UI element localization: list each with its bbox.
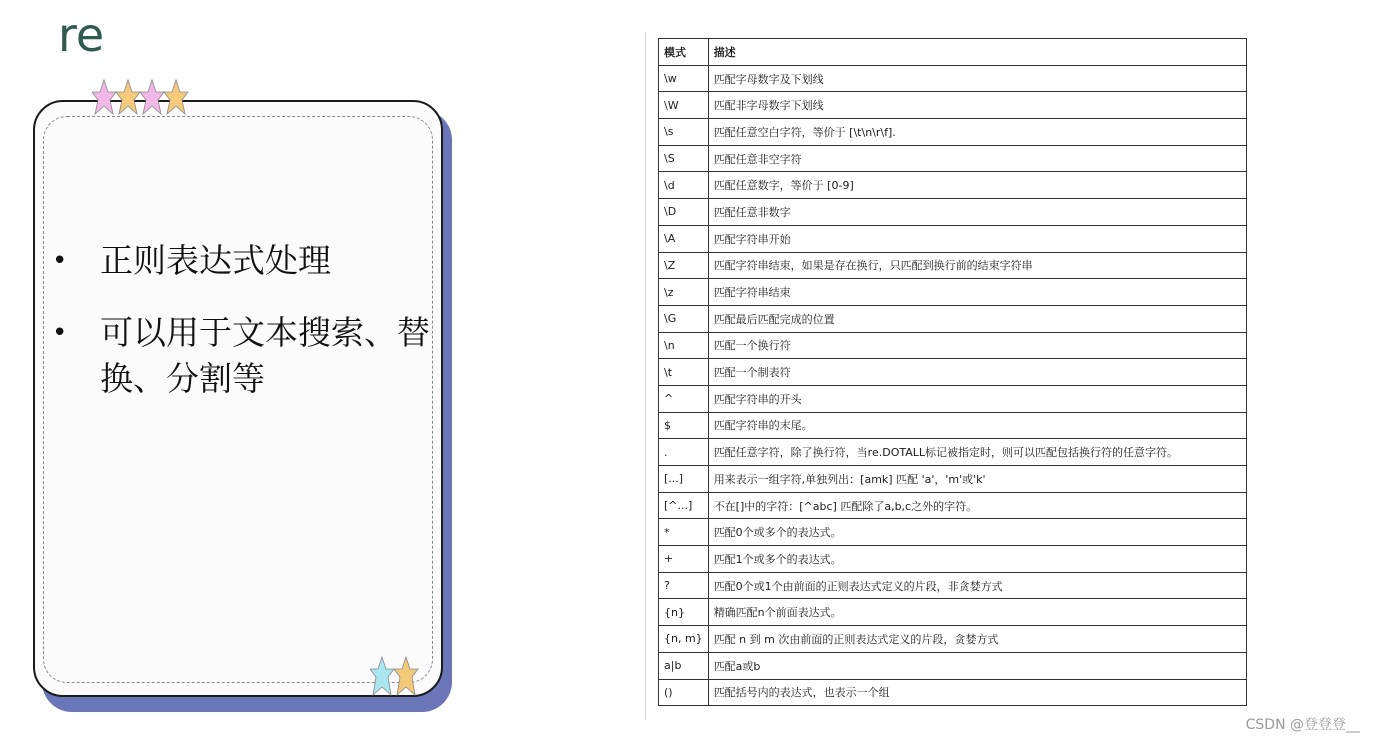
table-row — [659, 225, 1247, 252]
table-row — [659, 119, 1247, 146]
pattern-cell: \D — [659, 199, 709, 226]
table-row — [659, 65, 1247, 92]
description-cell: 匹配非字母数字下划线 — [708, 92, 1246, 119]
description-cell: 匹配一个换行符 — [708, 332, 1246, 359]
pattern-cell: ^ — [659, 385, 709, 412]
description-cell: 匹配任意非空字符 — [708, 145, 1246, 172]
table-row — [659, 332, 1247, 359]
table-row — [659, 305, 1247, 332]
header-pattern: 模式 — [659, 39, 709, 66]
table-row — [659, 279, 1247, 306]
description-cell: 用来表示一组字符,单独列出：[amk] 匹配 'a'，'m'或'k' — [708, 466, 1246, 493]
table-row — [659, 145, 1247, 172]
table-row — [659, 412, 1247, 439]
bullet-list — [52, 238, 432, 428]
description-cell: 匹配括号内的表达式，也表示一个组 — [708, 679, 1246, 706]
pattern-cell: [...] — [659, 466, 709, 493]
pattern-cell: \W — [659, 92, 709, 119]
table-row — [659, 199, 1247, 226]
description-cell: 匹配字符串开始 — [708, 225, 1246, 252]
bullet-text: 正则表达式处理 — [100, 241, 331, 280]
table-row — [659, 519, 1247, 546]
description-cell: 匹配任意非数字 — [708, 199, 1246, 226]
pattern-cell: [^...] — [659, 492, 709, 519]
star-icon — [92, 78, 192, 126]
pattern-cell: a|b — [659, 652, 709, 679]
description-cell: 匹配字符串结束 — [708, 279, 1246, 306]
description-cell: 匹配0个或多个的表达式。 — [708, 519, 1246, 546]
description-cell: 匹配最后匹配完成的位置 — [708, 305, 1246, 332]
table-row — [659, 679, 1247, 706]
description-cell: 匹配字符串结束，如果是存在换行，只匹配到换行前的结束字符串 — [708, 252, 1246, 279]
description-cell: 匹配字母数字及下划线 — [708, 65, 1246, 92]
bullet-dot: • — [52, 246, 68, 276]
bullet-item — [52, 238, 432, 284]
table-row — [659, 466, 1247, 493]
table-row — [659, 439, 1247, 466]
pattern-cell: \d — [659, 172, 709, 199]
table-row — [659, 92, 1247, 119]
description-cell: 匹配字符串的开头 — [708, 385, 1246, 412]
description-cell: 匹配1个或多个的表达式。 — [708, 546, 1246, 573]
pattern-cell: . — [659, 439, 709, 466]
pattern-cell: \n — [659, 332, 709, 359]
slide-title: re — [58, 8, 105, 62]
description-cell: 匹配 n 到 m 次由前面的正则表达式定义的片段，贪婪方式 — [708, 626, 1246, 653]
regex-pattern-table — [658, 38, 1247, 706]
description-cell: 不在[]中的字符：[^abc] 匹配除了a,b,c之外的字符。 — [708, 492, 1246, 519]
table-row — [659, 572, 1247, 599]
table-row — [659, 359, 1247, 386]
description-cell: 匹配a或b — [708, 652, 1246, 679]
pattern-cell: $ — [659, 412, 709, 439]
description-cell: 匹配任意字符，除了换行符，当re.DOTALL标记被指定时，则可以匹配包括换行符的任意字符。 — [708, 439, 1246, 466]
description-cell: 匹配字符串的末尾。 — [708, 412, 1246, 439]
table-row — [659, 546, 1247, 573]
bullet-item — [52, 310, 432, 402]
pattern-cell: \t — [659, 359, 709, 386]
pattern-cell: {n} — [659, 599, 709, 626]
pattern-cell: * — [659, 519, 709, 546]
pattern-cell: \S — [659, 145, 709, 172]
table-row — [659, 626, 1247, 653]
pattern-cell: ? — [659, 572, 709, 599]
pattern-cell: + — [659, 546, 709, 573]
watermark: CSDN @登登登__ — [1245, 717, 1360, 733]
description-cell: 匹配一个制表符 — [708, 359, 1246, 386]
pattern-cell: () — [659, 679, 709, 706]
table-row — [659, 385, 1247, 412]
pattern-cell: \A — [659, 225, 709, 252]
star-icon — [370, 655, 420, 701]
pattern-cell: \G — [659, 305, 709, 332]
pattern-cell: \Z — [659, 252, 709, 279]
description-cell: 精确匹配n个前面表达式。 — [708, 599, 1246, 626]
regex-table-container — [645, 32, 1258, 720]
description-cell: 匹配0个或1个由前面的正则表达式定义的片段，非贪婪方式 — [708, 572, 1246, 599]
pattern-cell: \z — [659, 279, 709, 306]
table-header-row — [659, 39, 1247, 66]
table-row — [659, 492, 1247, 519]
pattern-cell: \s — [659, 119, 709, 146]
bullet-dot: • — [52, 318, 68, 348]
table-row — [659, 252, 1247, 279]
pattern-cell: {n, m} — [659, 626, 709, 653]
header-description: 描述 — [708, 39, 1246, 66]
table-row — [659, 652, 1247, 679]
table-row — [659, 172, 1247, 199]
description-cell: 匹配任意数字，等价于 [0-9] — [708, 172, 1246, 199]
bullet-text: 可以用于文本搜索、替换、分割等 — [100, 313, 430, 398]
description-cell: 匹配任意空白字符，等价于 [\t\n\r\f]. — [708, 119, 1246, 146]
table-row — [659, 599, 1247, 626]
pattern-cell: \w — [659, 65, 709, 92]
